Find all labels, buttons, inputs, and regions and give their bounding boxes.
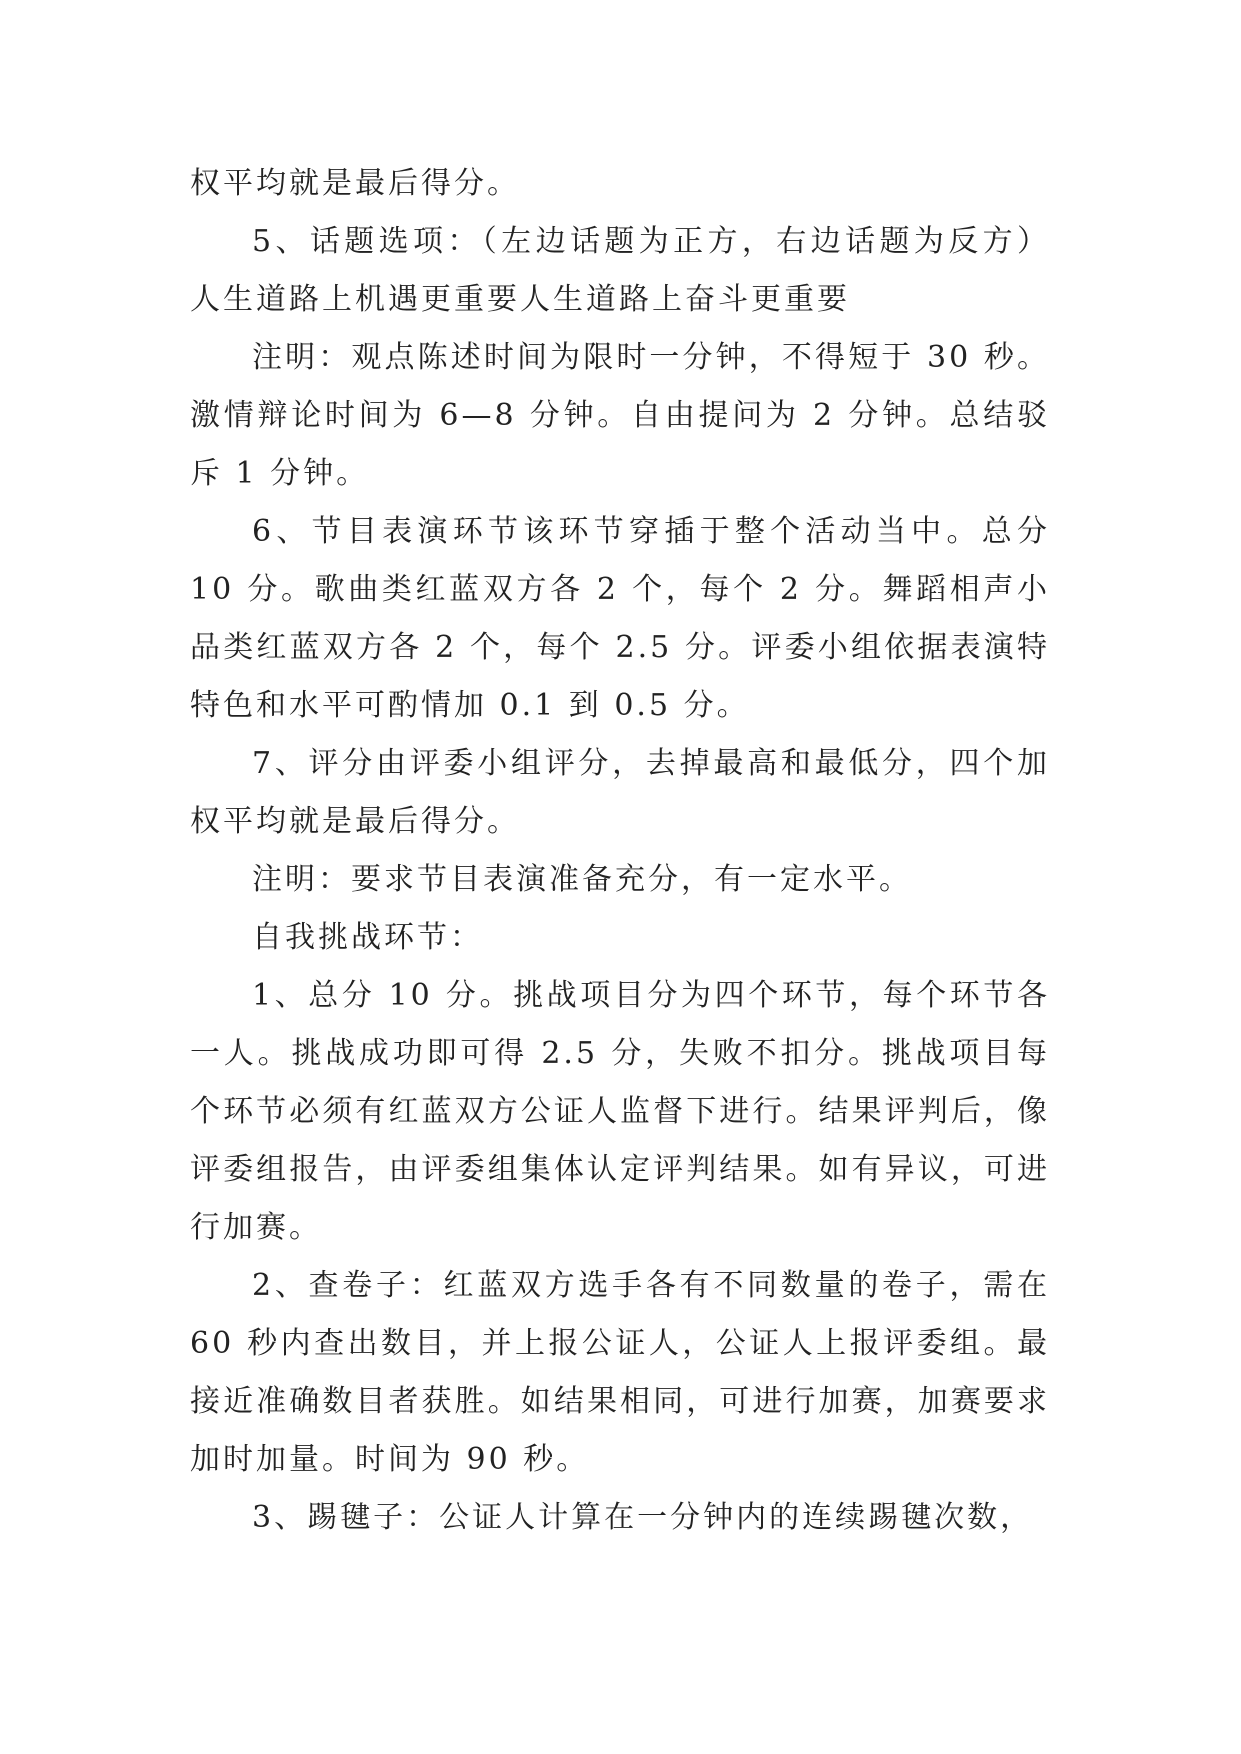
paragraph-self-challenge-heading: 自我挑战环节： <box>252 920 483 955</box>
document-body <box>190 155 1050 1547</box>
paragraph-continuation: 权平均就是最后得分。 <box>190 166 520 201</box>
paragraph-count-papers: 2、查卷子：红蓝双方选手各有不同数量的卷子，需在 60 秒内查出数目，并上报公证人，公证人上报评委组。最接近准确数目者获胜。如结果相同，可进行加赛，加赛要求加时加量。时间为 90 秒。 <box>190 1268 1050 1477</box>
paragraph-performance-segment: 6、节目表演环节该环节穿插于整个活动当中。总分 10 分。歌曲类红蓝双方各 2 个，每个 2 分。舞蹈相声小品类红蓝双方各 2 个，每个 2.5 分。评委小组依据表演特特色和水平可酌情加 0.1 到 0.5 分。 <box>190 514 1050 723</box>
paragraph-shuttlecock: 3、踢毽子：公证人计算在一分钟内的连续踢毽次数， <box>252 1500 1034 1535</box>
paragraph-scoring: 7、评分由评委小组评分，去掉最高和最低分，四个加权平均就是最后得分。 <box>190 746 1050 839</box>
paragraph-performance-note: 注明：要求节目表演准备充分，有一定水平。 <box>252 862 912 897</box>
paragraph-debate-note: 注明：观点陈述时间为限时一分钟，不得短于 30 秒。激情辩论时间为 6—8 分钟。自由提问为 2 分钟。总结驳斥 1 分钟。 <box>190 340 1050 491</box>
paragraph-topic-options: 5、话题选项：（左边话题为正方，右边话题为反方）人生道路上机遇更重要人生道路上奋斗更重要 <box>190 224 1050 317</box>
paragraph-challenge-rules: 1、总分 10 分。挑战项目分为四个环节，每个环节各一人。挑战成功即可得 2.5 分，失败不扣分。挑战项目每个环节必须有红蓝双方公证人监督下进行。结果评判后，像评委组报告，由评委组集体认定评判结果。如有异议，可进行加赛。 <box>190 978 1050 1245</box>
